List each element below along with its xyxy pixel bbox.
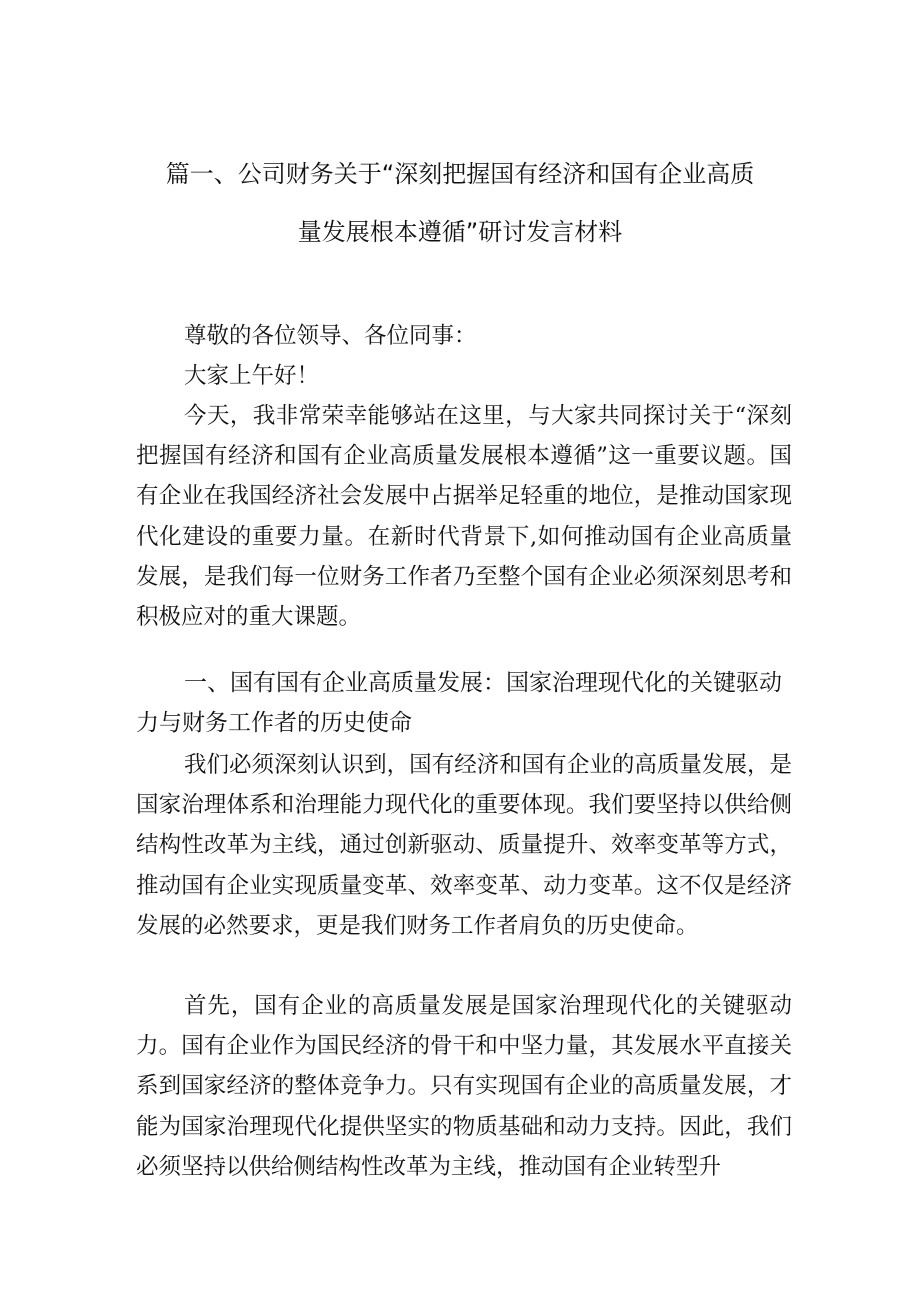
document-title-line-1: 篇一、公司财务关于“深刻把握国有经济和国有企业高质 <box>165 160 755 188</box>
salutation: 尊敬的各位领导、各位同事： <box>184 323 477 349</box>
section-1-paragraph-2: 首先，国有企业的高质量发展是国家治理现代化的关键驱动力。国有企业作为国民经济的骨干和中坚力量，其发展水平直接关系到国家经济的整体竞争力。只有实现国有企业的高质量发展，才能为国家治理现代化提供坚实的物质基础和动力支持。因此，我们必须坚持以供给侧结构性改革为主线，推动国有企业转型升 <box>136 993 792 1180</box>
document-title-line-2: 量发展根本遵循”研讨发言材料 <box>297 218 623 246</box>
greeting: 大家上午好！ <box>184 363 320 389</box>
section-1-paragraph-1: 我们必须深刻认识到，国有经济和国有企业的高质量发展，是国家治理体系和治理能力现代化的重要体现。我们要坚持以供给侧结构性改革为主线，通过创新驱动、质量提升、效率变革等方式，推动国有企业实现质量变革、效率变革、动力变革。这不仅是经济发展的必然要求，更是我们财务工作者肩负的历史使命。 <box>136 752 792 939</box>
intro-paragraph: 今天，我非常荣幸能够站在这里，与大家共同探讨关于“深刻把握国有经济和国有企业高质量发展根本遵循”这一重要议题。国有企业在我国经济社会发展中占据举足轻重的地位，是推动国家现代化建设的重要力量。在新时代背景下,如何推动国有企业高质量发展，是我们每一位财务工作者乃至整个国有企业必须深刻思考和积极应对的重大课题。 <box>136 403 792 631</box>
section-1-heading: 一、国有国有企业高质量发展：国家治理现代化的关键驱动力与财务工作者的历史使命 <box>136 670 782 737</box>
